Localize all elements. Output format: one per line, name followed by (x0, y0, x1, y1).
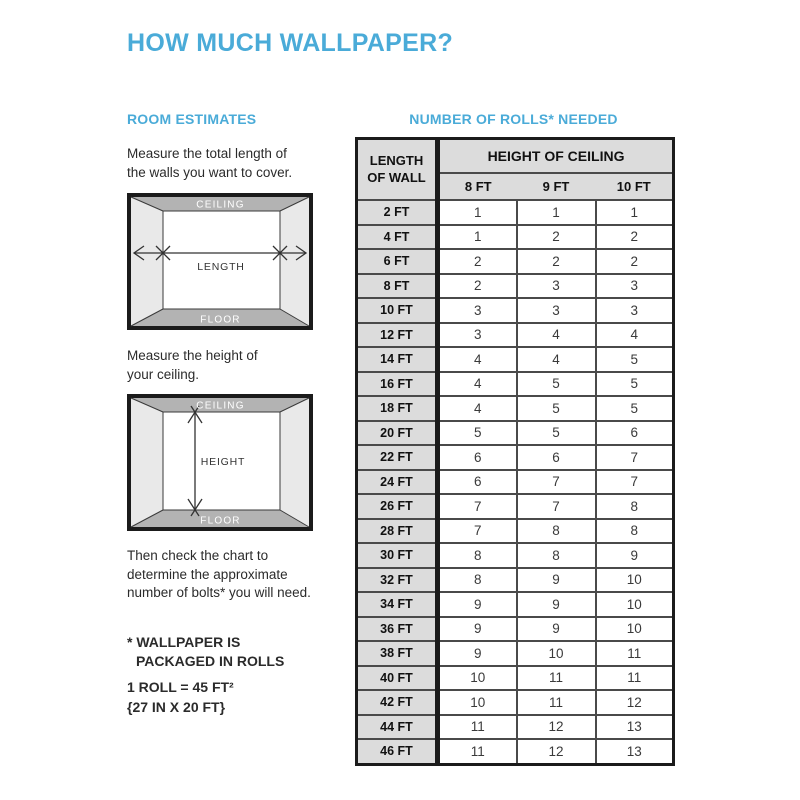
right-wall (280, 197, 309, 326)
roll-count-cell: 5 (517, 421, 596, 446)
roll-count-cell: 3 (596, 274, 674, 299)
column-header-9ft: 9 FT (517, 173, 596, 200)
roll-count-cell: 1 (596, 200, 674, 225)
rolls-table (355, 137, 675, 766)
wall-length-cell: 28 FT (357, 519, 438, 544)
roll-count-cell: 2 (438, 249, 517, 274)
roll-count-cell: 8 (438, 568, 517, 593)
roll-count-cell: 4 (517, 323, 596, 348)
roll-count-cell: 11 (596, 641, 674, 666)
text-line: OF WALL (367, 169, 426, 185)
roll-count-cell: 9 (517, 568, 596, 593)
roll-count-cell: 3 (517, 274, 596, 299)
roll-count-cell: 7 (596, 470, 674, 495)
table-row (357, 445, 674, 470)
roll-count-cell: 9 (517, 592, 596, 617)
text-line: the walls you want to cover. (127, 164, 293, 180)
floor-label: FLOOR (200, 314, 241, 326)
table-row (357, 494, 674, 519)
wall-length-cell: 18 FT (357, 396, 438, 421)
instruction-measure-height (127, 347, 258, 384)
table-row (357, 470, 674, 495)
table-row (357, 715, 674, 740)
roll-count-cell: 5 (438, 421, 517, 446)
right-wall (280, 398, 309, 527)
wall-length-cell: 22 FT (357, 445, 438, 470)
left-wall (131, 398, 163, 527)
table-row (357, 617, 674, 642)
roll-count-cell: 5 (517, 396, 596, 421)
roll-count-cell: 10 (596, 592, 674, 617)
wall-length-cell: 8 FT (357, 274, 438, 299)
table-row (357, 225, 674, 250)
roll-count-cell: 2 (596, 225, 674, 250)
text-line: Then check the chart to (127, 548, 269, 563)
wall-length-cell: 42 FT (357, 690, 438, 715)
text-line: determine the approximate (127, 566, 288, 582)
table-row (357, 372, 674, 397)
wall-length-cell: 32 FT (357, 568, 438, 593)
roll-count-cell: 3 (438, 298, 517, 323)
roll-count-cell: 4 (517, 347, 596, 372)
roll-count-cell: 3 (596, 298, 674, 323)
roll-count-cell: 11 (438, 739, 517, 764)
roll-count-cell: 12 (517, 715, 596, 740)
wall-length-cell: 34 FT (357, 592, 438, 617)
roll-count-cell: 7 (438, 519, 517, 544)
roll-count-cell: 9 (438, 617, 517, 642)
roll-count-cell: 3 (517, 298, 596, 323)
roll-count-cell: 13 (596, 739, 674, 764)
wall-length-cell: 46 FT (357, 739, 438, 764)
roll-count-cell: 8 (517, 543, 596, 568)
roll-count-cell: 5 (596, 396, 674, 421)
table-row (357, 200, 674, 225)
roll-count-cell: 7 (517, 470, 596, 495)
roll-count-cell: 8 (517, 519, 596, 544)
wall-length-cell: 2 FT (357, 200, 438, 225)
wall-length-cell: 10 FT (357, 298, 438, 323)
roll-count-cell: 8 (596, 519, 674, 544)
roll-count-cell: 6 (517, 445, 596, 470)
roll-count-cell: 7 (438, 494, 517, 519)
wall-length-cell: 36 FT (357, 617, 438, 642)
roll-count-cell: 1 (438, 225, 517, 250)
roll-count-cell: 9 (596, 543, 674, 568)
roll-count-cell: 5 (517, 372, 596, 397)
table-row (357, 592, 674, 617)
roll-count-cell: 2 (517, 225, 596, 250)
wall-length-cell: 6 FT (357, 249, 438, 274)
roll-count-cell: 6 (438, 445, 517, 470)
roll-count-cell: 7 (596, 445, 674, 470)
roll-count-cell: 7 (517, 494, 596, 519)
wall-length-cell: 40 FT (357, 666, 438, 691)
text-line: Measure the height of (127, 348, 258, 363)
roll-count-cell: 10 (596, 617, 674, 642)
roll-count-cell: 13 (596, 715, 674, 740)
roll-count-cell: 8 (438, 543, 517, 568)
room-height-diagram (127, 394, 313, 531)
room-estimates-heading: ROOM ESTIMATES (127, 111, 257, 127)
height-label: HEIGHT (200, 456, 246, 468)
roll-count-cell: 2 (438, 274, 517, 299)
roll-count-cell: 12 (596, 690, 674, 715)
wall-length-cell: 20 FT (357, 421, 438, 446)
roll-count-cell: 5 (596, 347, 674, 372)
table-row (357, 666, 674, 691)
rolls-table-body (357, 200, 674, 764)
wall-length-cell: 38 FT (357, 641, 438, 666)
back-wall (163, 211, 280, 309)
wall-length-cell: 26 FT (357, 494, 438, 519)
table-row (357, 274, 674, 299)
roll-count-cell: 4 (438, 396, 517, 421)
instruction-measure-length (127, 145, 292, 182)
table-row (357, 396, 674, 421)
roll-count-cell: 11 (438, 715, 517, 740)
floor-label: FLOOR (200, 515, 241, 527)
instruction-check-chart (127, 547, 311, 603)
text-line: PACKAGED IN ROLLS (136, 653, 285, 669)
ceiling-label: CEILING (196, 400, 245, 412)
table-row (357, 421, 674, 446)
roll-count-cell: 10 (517, 641, 596, 666)
text-line: * WALLPAPER IS (127, 634, 241, 650)
roll-count-cell: 10 (438, 666, 517, 691)
table-row (357, 568, 674, 593)
page-title: HOW MUCH WALLPAPER? (127, 29, 454, 57)
length-label: LENGTH (197, 261, 245, 273)
roll-count-cell: 12 (517, 739, 596, 764)
wall-length-cell: 16 FT (357, 372, 438, 397)
wall-length-cell: 24 FT (357, 470, 438, 495)
table-row (357, 690, 674, 715)
text-line: your ceiling. (127, 366, 200, 382)
rolls-table-container (355, 137, 675, 766)
roll-count-cell: 5 (596, 372, 674, 397)
roll-count-cell: 11 (517, 690, 596, 715)
text-line: {27 IN X 20 FT} (127, 699, 226, 715)
wall-length-cell: 12 FT (357, 323, 438, 348)
wallpaper-rolls-footnote (127, 633, 284, 671)
text-line: LENGTH (369, 153, 424, 168)
roll-count-cell: 4 (438, 347, 517, 372)
roll-count-cell: 11 (517, 666, 596, 691)
table-row (357, 347, 674, 372)
wall-length-cell: 44 FT (357, 715, 438, 740)
wall-length-cell: 30 FT (357, 543, 438, 568)
left-wall (131, 197, 163, 326)
column-header-10ft: 10 FT (596, 173, 674, 200)
roll-count-cell: 6 (438, 470, 517, 495)
table-row (357, 739, 674, 764)
column-header-8ft: 8 FT (438, 173, 517, 200)
ceiling-label: CEILING (196, 199, 245, 211)
roll-count-cell: 3 (438, 323, 517, 348)
roll-size-info (127, 677, 234, 717)
roll-count-cell: 9 (438, 592, 517, 617)
roll-count-cell: 2 (596, 249, 674, 274)
table-row (357, 543, 674, 568)
rolls-needed-heading: NUMBER OF ROLLS* NEEDED (409, 111, 618, 127)
table-row (357, 323, 674, 348)
room-length-diagram (127, 193, 313, 330)
text-line: number of bolts* you will need. (127, 585, 311, 600)
text-line: 1 ROLL = 45 FT² (127, 679, 234, 695)
table-row (357, 249, 674, 274)
roll-count-cell: 2 (517, 249, 596, 274)
roll-count-cell: 10 (438, 690, 517, 715)
text-line: Measure the total length of (127, 146, 287, 161)
roll-count-cell: 8 (596, 494, 674, 519)
roll-count-cell: 1 (438, 200, 517, 225)
table-row (357, 641, 674, 666)
roll-count-cell: 9 (517, 617, 596, 642)
table-row (357, 519, 674, 544)
roll-count-cell: 11 (596, 666, 674, 691)
wall-length-cell: 14 FT (357, 347, 438, 372)
roll-count-cell: 4 (438, 372, 517, 397)
roll-count-cell: 1 (517, 200, 596, 225)
length-of-wall-header (357, 139, 438, 201)
roll-count-cell: 9 (438, 641, 517, 666)
roll-count-cell: 10 (596, 568, 674, 593)
roll-count-cell: 4 (596, 323, 674, 348)
height-of-ceiling-header: HEIGHT OF CEILING (438, 139, 674, 174)
roll-count-cell: 6 (596, 421, 674, 446)
table-row (357, 298, 674, 323)
wall-length-cell: 4 FT (357, 225, 438, 250)
